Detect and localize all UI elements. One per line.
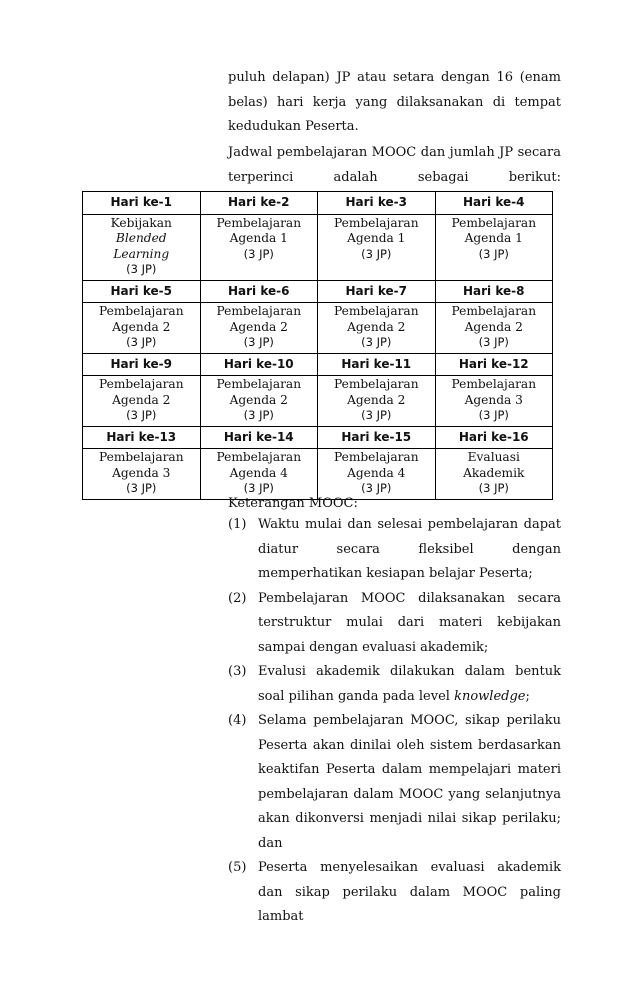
day-header: Hari ke-1	[83, 192, 201, 215]
cell-line: Agenda 2	[347, 319, 406, 334]
schedule-cell	[318, 214, 436, 280]
cell-line: Pembelajaran	[98, 304, 184, 318]
list-item-text-part: ;	[525, 688, 530, 704]
cell-jp: (3 JP)	[478, 481, 509, 495]
schedule-cell	[200, 214, 318, 280]
list-item	[228, 660, 561, 709]
cell-jp: (3 JP)	[243, 335, 274, 349]
list-item-text-part: Evalusi akademik dilakukan dalam bentuk soal pilihan ganda pada level	[258, 664, 561, 704]
table-row	[83, 214, 553, 280]
day-header: Hari ke-15	[318, 426, 436, 449]
cell-line: Pembelajaran	[451, 304, 537, 318]
list-item-text: Selama pembelajaran MOOC, sikap perilaku Peserta akan dinilai oleh sistem berdasarkan keaktifan Peserta dalam mempelajari materi pembelajaran dalam MOOC yang selanjutnya akan dikonversi menjadi nilai sikap perilaku; dan	[258, 713, 561, 851]
schedule-cell	[435, 449, 553, 500]
list-item-text: Peserta menyelesaikan evaluasi akademik dan sikap perilaku dalam MOOC paling lambat	[258, 860, 561, 924]
day-header: Hari ke-13	[83, 426, 201, 449]
day-header: Hari ke-11	[318, 353, 436, 376]
schedule-cell	[83, 449, 201, 500]
cell-line: Pembelajaran	[216, 450, 302, 464]
cell-line: Agenda 2	[112, 392, 171, 407]
cell-line: Pembelajaran	[216, 215, 302, 230]
table-row	[83, 449, 553, 500]
cell-line: Agenda 1	[464, 231, 523, 245]
cell-line: Agenda 3	[464, 392, 523, 407]
table-row	[83, 303, 553, 354]
table-row	[83, 376, 553, 427]
list-number: (3)	[228, 664, 247, 679]
cell-jp: (3 JP)	[126, 408, 157, 422]
table-header-row	[83, 192, 553, 215]
list-item	[228, 587, 561, 661]
emphasis-text: knowledge	[454, 688, 526, 704]
day-header: Hari ke-3	[318, 192, 436, 215]
cell-line: Akademik	[463, 465, 525, 480]
schedule-intro-paragraph: Jadwal pembelajaran MOOC dan jumlah JP secara terperinci adalah sebagai berikut:	[228, 145, 561, 185]
cell-line: Pembelajaran	[333, 215, 419, 230]
cell-line: Pembelajaran	[333, 377, 419, 391]
cell-line: Agenda 2	[229, 392, 288, 407]
day-header: Hari ke-10	[200, 353, 318, 376]
cell-jp: (3 JP)	[243, 408, 274, 422]
table-header-row	[83, 280, 553, 303]
cell-jp: (3 JP)	[126, 335, 157, 349]
notes-title: Keterangan MOOC:	[228, 496, 358, 511]
cell-line: Agenda 4	[347, 465, 406, 480]
schedule-cell	[200, 449, 318, 500]
day-header: Hari ke-14	[200, 426, 318, 449]
cell-jp: (3 JP)	[478, 335, 509, 349]
cell-line: Pembelajaran	[216, 304, 302, 318]
list-number: (5)	[228, 860, 247, 875]
list-item-text	[258, 664, 561, 704]
cell-jp: (3 JP)	[478, 246, 509, 261]
cell-jp: (3 JP)	[243, 246, 274, 261]
day-header: Hari ke-12	[435, 353, 553, 376]
cell-line: Pembelajaran	[451, 215, 537, 230]
day-header: Hari ke-5	[83, 280, 201, 303]
cell-line: Pembelajaran	[98, 450, 184, 464]
day-header: Hari ke-8	[435, 280, 553, 303]
cell-jp: (3 JP)	[126, 481, 157, 495]
cell-line: Agenda 2	[464, 319, 523, 334]
schedule-cell	[435, 376, 553, 427]
cell-line: Agenda 3	[112, 465, 171, 480]
notes-list	[228, 513, 561, 930]
schedule-cell	[200, 303, 318, 354]
schedule-cell	[318, 303, 436, 354]
day-header: Hari ke-4	[435, 192, 553, 215]
list-item	[228, 709, 561, 856]
schedule-cell	[318, 376, 436, 427]
schedule-cell	[435, 303, 553, 354]
schedule-cell	[83, 376, 201, 427]
list-number: (1)	[228, 517, 247, 532]
day-header: Hari ke-9	[83, 353, 201, 376]
cell-jp: (3 JP)	[243, 481, 274, 495]
mooc-schedule-table	[82, 191, 553, 500]
cell-line: Evaluasi	[467, 450, 520, 464]
cell-line: Blended	[115, 231, 167, 245]
cell-line: Agenda 1	[347, 231, 406, 245]
day-header: Hari ke-2	[200, 192, 318, 215]
table-header-row	[83, 426, 553, 449]
cell-jp: (3 JP)	[361, 408, 392, 422]
cell-line: Pembelajaran	[216, 377, 302, 391]
day-header: Hari ke-16	[435, 426, 553, 449]
cell-jp: (3 JP)	[361, 335, 392, 349]
cell-line: Learning	[113, 246, 170, 261]
list-number: (4)	[228, 713, 247, 728]
schedule-cell	[83, 214, 201, 280]
cell-line: Kebijakan	[110, 215, 172, 230]
list-item	[228, 513, 561, 587]
cell-line: Agenda 4	[229, 465, 288, 480]
day-header: Hari ke-6	[200, 280, 318, 303]
list-number: (2)	[228, 590, 247, 606]
cell-line: Agenda 2	[347, 392, 406, 407]
schedule-cell	[435, 214, 553, 280]
cell-line: Pembelajaran	[451, 377, 537, 391]
cell-line: Agenda 1	[229, 231, 288, 245]
cell-line: Pembelajaran	[333, 450, 419, 464]
cell-jp: (3 JP)	[361, 246, 392, 261]
table-header-row	[83, 353, 553, 376]
list-item-text: Pembelajaran MOOC dilaksanakan secara terstruktur mulai dari materi kebijakan sampai dengan evaluasi akademik;	[258, 590, 561, 655]
schedule-cell	[83, 303, 201, 354]
cell-line: Pembelajaran	[98, 377, 184, 391]
list-item-text: Waktu mulai dan selesai pembelajaran dapat diatur secara fleksibel dengan memperhatikan kesiapan belajar Peserta;	[258, 517, 561, 581]
cell-line: Agenda 2	[229, 319, 288, 334]
intro-paragraph: puluh delapan) JP atau setara dengan 16 (enam belas) hari kerja yang dilaksanakan di tempat kedudukan Peserta.	[228, 70, 561, 134]
schedule-cell	[318, 449, 436, 500]
cell-jp: (3 JP)	[361, 481, 392, 495]
cell-jp: (3 JP)	[478, 408, 509, 422]
schedule-cell	[200, 376, 318, 427]
cell-line: Pembelajaran	[333, 304, 419, 318]
cell-line: Agenda 2	[112, 319, 171, 334]
cell-jp: (3 JP)	[126, 262, 157, 276]
list-item	[228, 856, 561, 930]
day-header: Hari ke-7	[318, 280, 436, 303]
